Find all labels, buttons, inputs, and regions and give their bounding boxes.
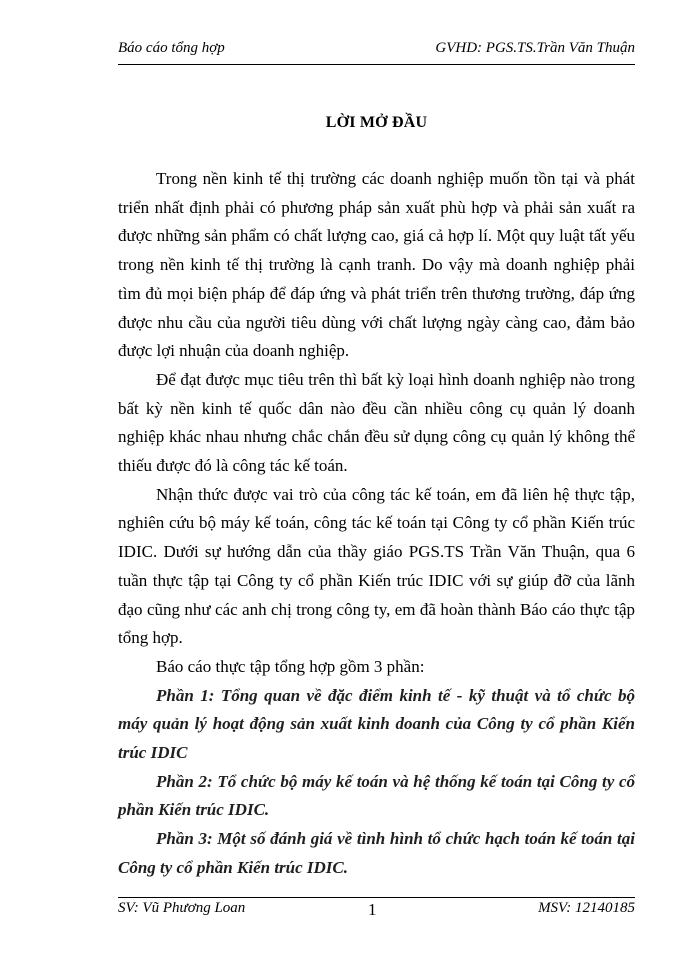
header-report-title: Báo cáo tổng hợp <box>118 40 225 56</box>
part-item: Phần 2: Tổ chức bộ máy kế toán và hệ thống kế toán tại Công ty cổ phần Kiến trúc IDIC. <box>118 771 635 820</box>
paragraph: Để đạt được mục tiêu trên thì bất kỳ loại hình doanh nghiệp nào trong bất kỳ nền kinh tế quốc dân nào đều cần nhiều công cụ quản lý doanh nghiệp khác nhau nhưng chắc chắn đều sử dụng công cụ quản lý không thể thiếu được đó là công tác kế toán. <box>118 369 635 476</box>
footer-student: SV: Vũ Phương Loan <box>118 900 246 916</box>
part-item: Phần 3: Một số đánh giá về tình hình tổ chức hạch toán kế toán tại Công ty cổ phần Kiến trúc IDIC. <box>118 829 635 877</box>
footer-student-id: MSV: 12140185 <box>538 900 635 916</box>
page-header <box>118 40 635 64</box>
body-text <box>118 165 635 883</box>
footer-rule <box>118 897 635 898</box>
part-item: Phần 1: Tổng quan về đặc điểm kinh tế - kỹ thuật và tổ chức bộ máy quản lý hoạt động sản xuất kinh doanh của Công ty cổ phần Kiến trúc IDIC <box>118 685 635 763</box>
header-supervisor: GVHD: PGS.TS.Trần Văn Thuận <box>435 40 635 56</box>
paragraph: Trong nền kinh tế thị trường các doanh nghiệp muốn tồn tại và phát triển nhất định phải có phương pháp sản xuất phù hợp và phải sản xuất ra được những sản phẩm có chất lượng cao, giá cả hợp lí. Một quy luật tất yếu trong nền kinh tế thị trường là cạnh tranh. Do vậy mà doanh nghiệp phải tìm đủ mọi biện pháp để đáp ứng và phát triển trên thương trường, đáp ứng được nhu cầu của người tiêu dùng với chất lượng ngày càng cao, đảm bảo được lợi nhuận của doanh nghiệp. <box>118 169 635 361</box>
paragraph: Báo cáo thực tập tổng hợp gồm 3 phần: <box>156 656 425 676</box>
page-number: 1 <box>368 900 377 919</box>
page-footer <box>118 900 635 924</box>
header-rule <box>118 64 635 65</box>
page-title: LỜI MỞ ĐẦU <box>325 114 428 131</box>
paragraph: Nhận thức được vai trò của công tác kế toán, em đã liên hệ thực tập, nghiên cứu bộ máy kế toán, công tác kế toán tại Công ty cổ phần Kiến trúc IDIC. Dưới sự hướng dẫn của thầy giáo PGS.TS Trần Văn Thuận, qua 6 tuần thực tập tại Công ty cổ phần Kiến trúc IDIC với sự giúp đỡ của lãnh đạo cũng như các anh chị trong công ty, em đã hoàn thành Báo cáo thực tập tổng hợp. <box>118 484 635 648</box>
